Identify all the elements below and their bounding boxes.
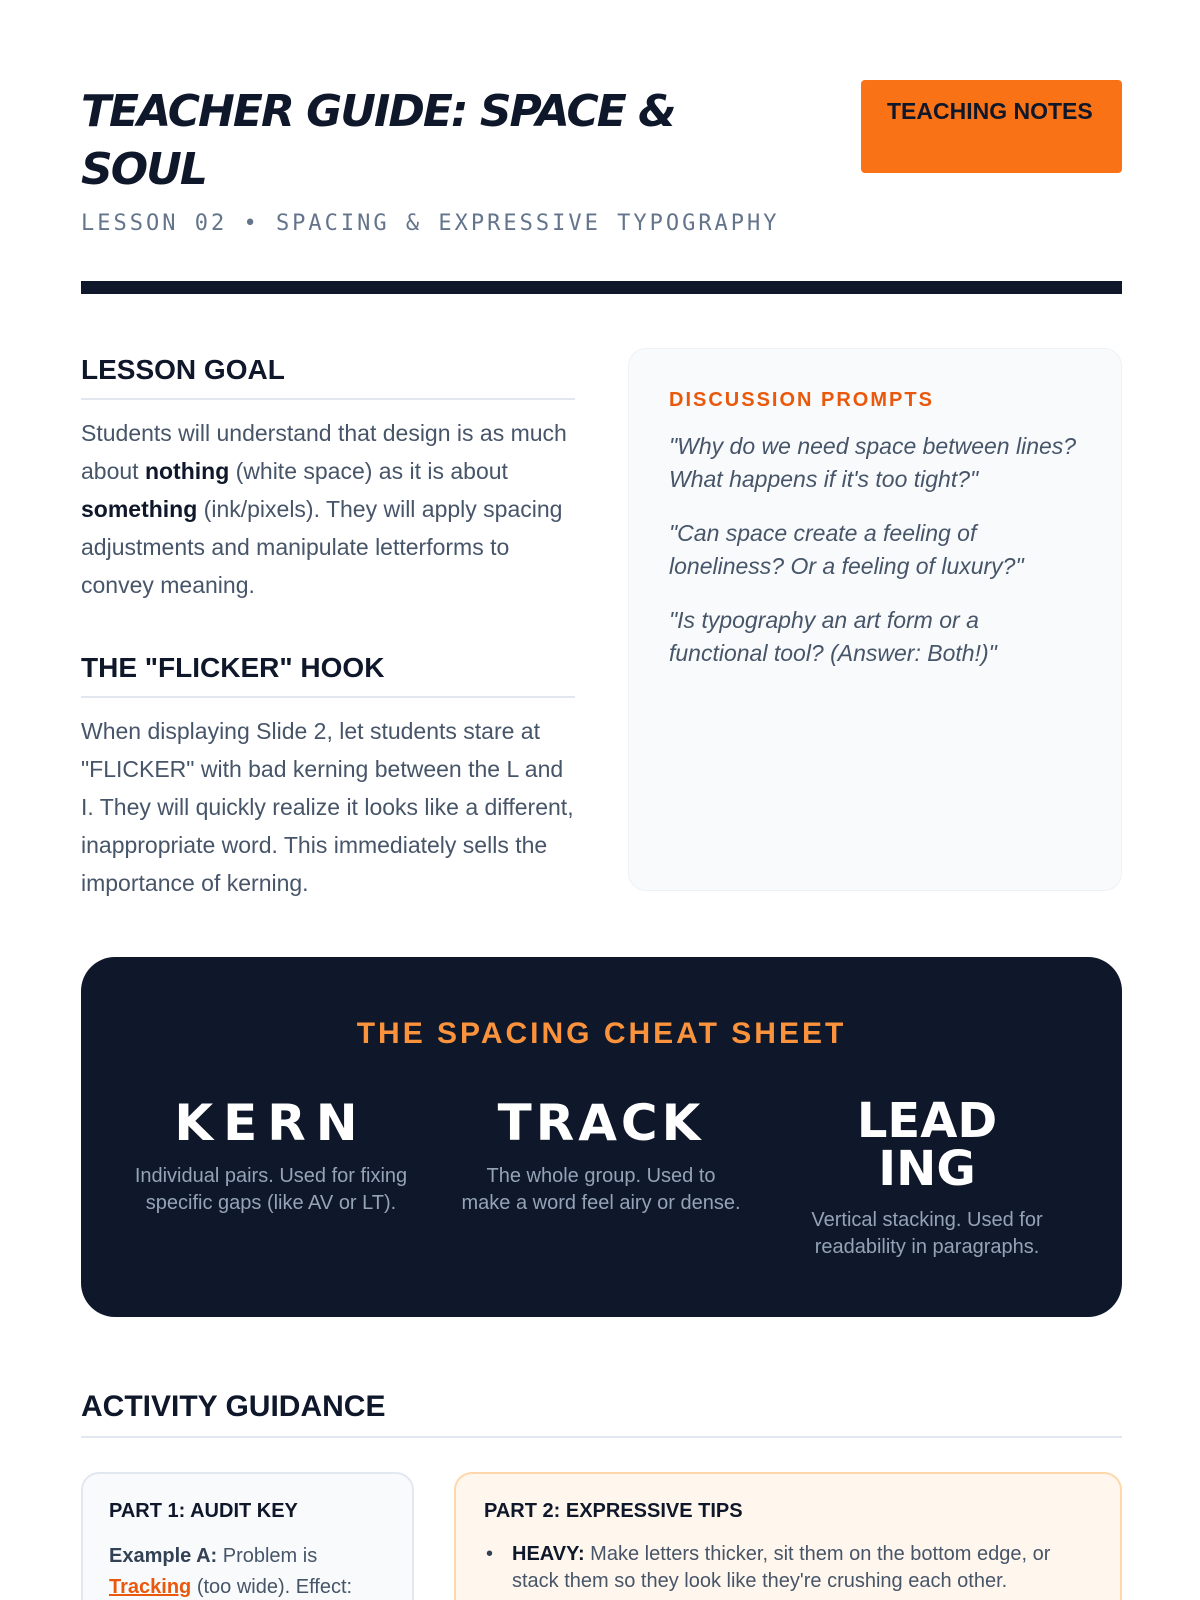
cheat-item-track <box>461 1094 741 1217</box>
header-divider <box>81 281 1122 294</box>
lesson-goal-text <box>81 414 575 604</box>
cheat-desc-track: The whole group. Used to make a word feel airy or dense. <box>461 1165 741 1214</box>
tracking-link[interactable]: Tracking <box>109 1576 192 1598</box>
teaching-notes-badge: TEACHING NOTES <box>861 80 1122 173</box>
lesson-goal-text-part: (white space) as it is about <box>229 458 508 484</box>
activity-guidance-title: ACTIVITY GUIDANCE <box>81 1388 1122 1438</box>
audit-text-part: (too wide). Effect: <box>191 1576 353 1598</box>
lesson-goal-text-part: (ink/pixels). They will apply spacing adjustments and manipulate letterforms to convey meaning. <box>81 496 563 598</box>
expressive-tip <box>484 1541 1092 1595</box>
hook-title: THE "FLICKER" HOOK <box>81 648 575 698</box>
cheat-word-leading-line: LEAD <box>856 1093 998 1149</box>
cheat-item-leading <box>787 1093 1067 1261</box>
audit-example-label: Example A: <box>109 1545 218 1567</box>
hook-text: When displaying Slide 2, let students stare at "FLICKER" with bad kerning between the L and I. They will quickly realize it looks like a different, inappropriate word. This immediately sells the importance of kerning. <box>81 718 574 896</box>
teacher-guide-page <box>81 0 1122 1600</box>
cheat-sheet-title: THE SPACING CHEAT SHEET <box>356 1017 847 1050</box>
tip-text: Make letters thicker, sit them on the bottom edge, or stack them so they look like they're crushing each other. <box>512 1543 1051 1592</box>
lesson-subtitle: LESSON 02 • SPACING & EXPRESSIVE TYPOGRAPHY <box>81 211 780 236</box>
lesson-goal-emphasis: something <box>81 496 198 522</box>
audit-key-text <box>109 1541 386 1600</box>
spacing-cheat-sheet <box>81 957 1122 1317</box>
page-title: TEACHER GUIDE: SPACE & SOUL <box>81 86 675 195</box>
cheat-word-leading <box>787 1093 1067 1197</box>
cheat-item-kern <box>131 1094 411 1217</box>
expressive-tips-title: PART 2: EXPRESSIVE TIPS <box>484 1500 743 1522</box>
audit-key-card <box>81 1472 414 1600</box>
cheat-word-track: TRACK <box>497 1094 705 1152</box>
discussion-prompt: "Why do we need space between lines? What happens if it's too tight?" <box>669 433 1077 492</box>
discussion-prompt: "Can space create a feeling of loneliness? Or a feeling of luxury?" <box>669 520 1024 579</box>
lesson-goal-text-part: Students will understand that design is as much about <box>81 420 567 484</box>
cheat-word-leading-line: ING <box>878 1141 976 1197</box>
tip-label: HEAVY: <box>512 1543 585 1565</box>
left-column <box>81 350 575 902</box>
discussion-prompts-card <box>628 348 1122 891</box>
expressive-tips-card <box>454 1472 1122 1600</box>
cheat-word-kern: KERN <box>174 1094 368 1152</box>
cheat-desc-leading: Vertical stacking. Used for readability in paragraphs. <box>811 1209 1043 1258</box>
discussion-prompts-title: DISCUSSION PROMPTS <box>669 389 934 411</box>
discussion-prompt: "Is typography an art form or a functional tool? (Answer: Both!)" <box>669 607 997 666</box>
lesson-goal-title: LESSON GOAL <box>81 350 575 400</box>
audit-text-part: Problem is <box>217 1545 318 1567</box>
audit-key-title: PART 1: AUDIT KEY <box>109 1500 298 1522</box>
expressive-tips-list <box>484 1541 1092 1595</box>
lesson-goal-emphasis: nothing <box>144 458 230 484</box>
cheat-desc-kern: Individual pairs. Used for fixing specific gaps (like AV or LT). <box>134 1165 408 1214</box>
